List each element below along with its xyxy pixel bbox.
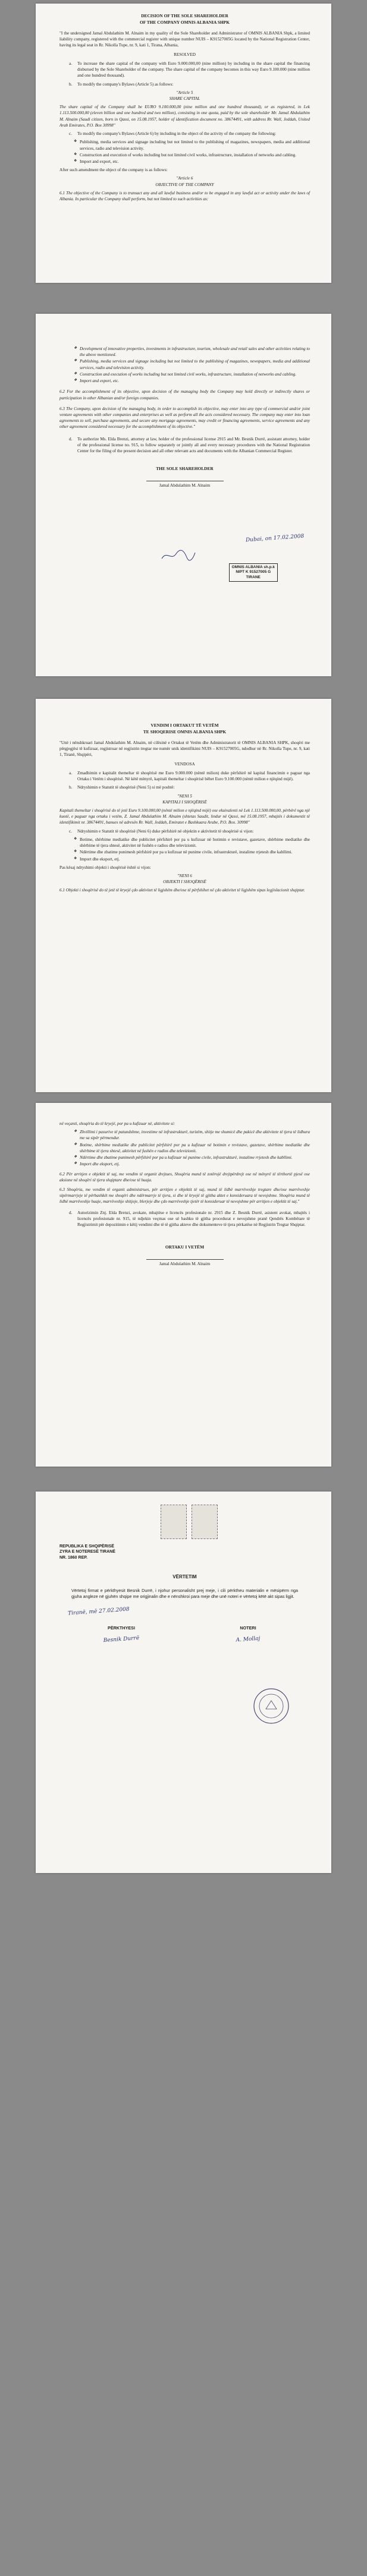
article-5-title: SHARE CAPITAL (169, 96, 200, 101)
vertetim-heading: VËRTETIM (172, 1574, 197, 1580)
object-bullet-list (80, 139, 310, 165)
resolution-item-b: b. To modify the company's Bylaws (Article 5) as follows: (69, 81, 174, 87)
article-5-label: "Article 5 (176, 90, 193, 95)
list-item: ❖ Import and export, etc. (80, 159, 310, 165)
object-bullet-list (80, 837, 310, 862)
resolution-item-c: c. Ndryshimin e Statutit të shoqërisë (Neni 6) duke përfshirë në objektin e aktivitetit të shoqërisë si vijon: (69, 828, 254, 834)
notary-seal (253, 1688, 290, 1724)
list-item: ❖ Development of innovative properties, investments in infrastructure, tourism, wholesale and retail sales and other activities relating to the above mentioned. (80, 346, 310, 358)
neni-6-title: OBJEKTI I SHOQËRISË (163, 879, 206, 885)
article-6-label: "Article 6 (176, 176, 193, 181)
neni-5-text: Kapitali themeltar i shoqërisë do të jetë Euro 9.100.000,00 (nëntë milion e njëqind mijë) ose ekuivalenti në Lek 1.113.500.000,00, përbërë nga një kuotë, e paguar nga ortaku i vetëm, Z. Jamal Abdulathim M. Alnaim (shtetas Saudit, lindur në Qassi, më 15.08.1957, mbajtës i dokumentit të identifikimit nr. 38674491, banues në adresën Rr. Wall, Jeddah, Emiratet e Bashkuara Arabe, P.O. Box. 30998" (59, 808, 310, 825)
resolved-heading: RESOLVED (174, 52, 196, 57)
notary-signature: A. Mollaj (236, 1635, 261, 1644)
intro-paragraph: "Unë i nënshkruari Jamal Abdulathim M. Alnaim, në cilësinë e Ortakut të Vetëm dhe Administratorit të OMNIS ALBANIA SHPK, shoqëri me përgjegjësi të kufizuar, regjistruar në regjistrin tregtar me numër unik identifikimi NUIS – K91527005G, ndodhur në Rr. Nikolla Tupe, nr. 9, kati 1, Tiranë, Shqipëri, (59, 740, 310, 758)
continuation-intro: në veçanti, shoqëria do të kryejë, por pa u kufizuar në, aktivitete si: (59, 1121, 175, 1126)
list-item: ❖ Import dhe eksport, etj. (80, 1161, 310, 1167)
ortaku-signature-block (59, 1244, 310, 1267)
republic-name: REPUBLIKA E SHQIPËRISË (59, 1544, 114, 1549)
sole-shareholder-title: THE SOLE SHAREHOLDER (156, 466, 214, 472)
list-item: ❖ Ndërtime dhe zbatime punimesh përfshirë por pa u kufizuar në punime civile, infrastrukturë, instalime rrjetesh dhe kabllimi. (80, 1155, 310, 1161)
document-page-3 (36, 699, 331, 1092)
register-number: NR. 1860 REP. (59, 1555, 87, 1560)
object-bullet-list (80, 346, 310, 384)
after-amendment-text: After such amendment the object of the company is as follows: (59, 168, 168, 173)
company-stamp: OMNIS ALBANIA sh.p.k NIPT K 91527005 G TIRANE (229, 563, 278, 582)
list-item: ❖ Botime, shërbime mediatike dhe publicitet përfshirë por pa u kufizuar në botimin e revistave, gazetave, shërbime mediatike dhe shërbime të tjera shtesë, aktivitet në fushën e radios dhe televizionit. (80, 1142, 310, 1154)
list-item: ❖ Botime, shërbime mediatike dhe publicitet përfshirë por pa u kufizuar në botimin e revistave, gazetave, shërbime mediatike dhe shërbime të tjera shtesë, aktivitet në fushën e radios dhe televizionit. (80, 837, 310, 849)
resolution-item-c: c. To modify the company's Bylaws (Article 6) by including in the object of the activity of the company the following: (69, 131, 276, 137)
document-page-5 (36, 1492, 331, 1873)
neni-5-label: "NENI 5 (177, 793, 192, 799)
document-page-1 (36, 4, 331, 283)
document-page-4 (36, 1103, 331, 1467)
resolution-item-d: d. To authorize Ms. Elda Brenzi, attorney at law, holder of the professional license 2915 and Mr. Besnik Durrë, assistant attorney, holder of the professional license no. 915, to follow separately or jointly all and every necessary procedures with the National Registration Center for the filing of the present decision and all other relevant acts and documents with the Albanian Commercial Register. (69, 436, 310, 454)
object-bullet-list (80, 1129, 310, 1167)
revenue-stamp (192, 1505, 218, 1539)
article-6-text: 6.1 The objective of the Company is to transact any and all lawful business and/or to be engaged in any lawful act or activity under the laws of Albania. In particular the Company shall perform, but not limited to such activities as: (59, 190, 310, 202)
revenue-stamp (161, 1505, 187, 1539)
resolution-item-d: d. Autorizimin Znj. Elda Brenzi, avokate, mbajtëse e licencës profesionale nr. 2915 dhe Z. Besnik Durrë, asistent avokat, mbajtës i licencës profesionale nr. 915, të ndjekin veçmas ose së bashku të gjitha procedurat e nevojshme pranë Qendrës Kombëtare të Regjistrimit për depozitimin e këtij vendimi dhe të të gjitha akteve dhe dokumenteve të tjera përkatëse në Regjistrin Tregtar Shqiptar. (69, 1210, 310, 1228)
tax-stamps (161, 1505, 218, 1539)
handwritten-date-note: Dubai, on 17.02.2008 (245, 533, 305, 544)
handwritten-date-note: Tiranë, më 27.02.2008 (67, 1606, 130, 1617)
certification-body: Vërtetoj firmat e përkthyesit Besnik Durrë, i njohur personalisht prej meje, i cili përktheu materialin e mësipërm nga gjuha angleze në gjuhën shqipe me origjinalin dhe e nënshkroi para meje dhe unë noteri e vërtetoj këtë akt sipas ligjit. (71, 1587, 298, 1599)
list-item: ❖ Import dhe eksport, etj. (80, 856, 310, 862)
vendosa-heading: VENDOSA (174, 761, 195, 767)
article-6-2-text: 6.2 For the accomplishment of its objective, upon decision of the managing body the Company may hold directly or indirectly shares or participation in other Albanian and/or foreign companies. (59, 389, 310, 401)
intro-paragraph: "I the undersigned Jamal Abdulathim M. Alnaim in my quality of the Sole Shareholder and Administrator of OMNIS ALBANIA Shpk, a limited liability company, registered with the commercial register with unique number NUIS – K91527005G located by the National Registration Center, having its legal seat in Rr. Nikolla Tupe, nr. 9, kati 1, Tirana, Albania, (59, 31, 310, 48)
vendim-title-1: VENDIM I ORTAKUT TË VETËM (150, 723, 219, 728)
neni-6-label: "NENI 6 (177, 873, 192, 878)
document-page-2 (36, 314, 331, 676)
decision-title-2: OF THE COMPANY OMNIS ALBANIA SHPK (140, 19, 230, 25)
after-amendment-text: Pas kësaj ndryshimi objekti i shoqërisë është si vijon: (59, 865, 151, 870)
resolution-item-a: a. Zmadhimin e kapitalit themeltar të shoqërisë me Euro 9.000.000 (nëntë milion) duke përfshirë në kapital financimin e paguar nga Ortaku i Vetëm i shoqërisë. Në këtë mënyrë, kapitali themeltar i shoqërisë bëhet Euro 9.100.000 (nëntë milion e njëqind mijë). (69, 770, 310, 782)
neni-6-2-text: 6.2 Për arritjen e objektit të saj, me vendim të organit drejtues, Shoqëria mund të zotërojë drejtpërdrejt ose në mënyrë të tërthortë pjesë ose aksione në shoqëri të tjera shqiptare dhe/ose të huaja. (59, 1171, 310, 1183)
ortaku-title: ORTAKU I VETËM (165, 1244, 205, 1250)
translator-signature: Besnik Durrë (103, 1635, 140, 1644)
article-6-title: OBJECTIVE OF THE COMPANY (155, 182, 214, 187)
list-item: ❖ Publishing, media services and signage including but not limited to the publishing of magazines, newspapers, media and additional services, radio and television activity. (80, 358, 310, 370)
signature-line (146, 1259, 224, 1260)
neni-6-text: 6.1 Objekti i shoqërisë do të jetë të kryejë çdo aktivitet të ligjshëm dhe/ose të përfshihet në çdo aktivitet të ligjshëm sipas legjislacionit shqiptar. (59, 888, 305, 893)
list-item: ❖ Construction and execution of works including but not limited civil works, infrastructure, installation of networks and cabling. (80, 152, 310, 158)
signature-scribble (161, 549, 196, 562)
neni-6-3-text: 6.3 Shoqëria, me vendim të organit administrues, për arritjen e objektit të saj, mund të lidhë marrëveshje tregtare dhe/ose marrëveshje sipërmarrjeje të përbashkët me shoqëri dhe ndërmarrje të tjera, si dhe të kryejë të gjitha aktet e konsideruara të nevojshme. Shoqëria mund të lidhë marrëveshje huaje, marrëveshje shitjeje, blerjeje dhe çdo marrëveshje tjetër të konsideruar të nevojshme për arritjen e objektit të saj." (59, 1187, 310, 1205)
resolution-item-a: a. To increase the share capital of the company with Euro 9.000.000,00 (nine million) by including in the share capital the financing disbursed by the Sole Shareholder of the company. The share capital of the company becomes in this way Euro 9.100.000 (nine million and one hundred thousand). (69, 61, 310, 78)
signer-name: Jamal Abdulathim M. Alnaim (159, 1261, 211, 1266)
article-5-text: The share capital of the Company shall be EURO 9.100.000,00 (nine million and one hundred thousand), or as registered, in Lek 1.113.500.000,00 (eleven billion and one hundred and two million), consisting in one quota, paid by the sole shareholder Mr. Jamal Abdulathim M. Alnaim (Saudi citizen, born in Qassi, on 15.08.1957, holder of identification document no. 38674491, with address Rr. Wall, Jeddah, United Arab Emirates, P.O. Box 30998" (59, 105, 310, 128)
list-item: ❖ Publishing, media services and signage including but not limited to the publishing of magazines, newspapers, media and additional services, radio and television activity. (80, 139, 310, 151)
notary-office-name: ZYRA E NOTERESË TIRANË (59, 1550, 115, 1555)
vendim-title-2: TE SHOQERISE OMNIS ALBANIA SHPK (143, 729, 227, 734)
resolution-item-b: b. Ndryshimin e Statutit të shoqërisë (Neni 5) si më poshtë: (69, 785, 175, 790)
notary-block (212, 1625, 284, 1644)
sole-shareholder-signature-block (59, 466, 310, 488)
list-item: ❖ Import and export, etc. (80, 378, 310, 384)
signer-name: Jamal Abdulathim M. Alnaim (159, 483, 211, 488)
notary-header (59, 1544, 310, 1560)
list-item: ❖ Ndërtime dhe zbatime punimesh përfshirë por pa u kufizuar në punime civile, infrastrukturë, instalime rrjetesh dhe kabllimi. (80, 849, 310, 855)
list-item: ❖ Construction and execution of works including but not limited civil works, infrastructure, installation of networks and cabling. (80, 371, 310, 377)
neni-5-title: KAPITALI I SHOQËRISË (162, 799, 207, 805)
certification-signatures (59, 1625, 310, 1644)
list-item: ❖ Zhvillimi i pasurive të patundshme, investime në infrastrukturë, turizëm, shitje me shumicë dhe pakicë dhe aktivitete të tjera të lidhura me sa sipër përmendur. (80, 1129, 310, 1141)
translator-label: PËRKTHYESI (108, 1625, 135, 1631)
decision-title-1: DECISION OF THE SOLE SHAREHOLDER (141, 13, 228, 18)
notary-label: NOTERI (240, 1625, 256, 1631)
article-6-3-text: 6.3 The Company, upon decision of the managing body, in order to accomplish its objective, may enter into any type of commercial and/or joint venture agreements with other companies and enterprises as well as perform all the acts considered necessary. The company may enter into loan agreements to sell, purchase agreements, and secure any mortgage agreements, may credit or financing agreements, service agreements and any other agreement considered necessary for the accomplishment of its objective." (59, 406, 310, 430)
translator-block (86, 1625, 157, 1644)
